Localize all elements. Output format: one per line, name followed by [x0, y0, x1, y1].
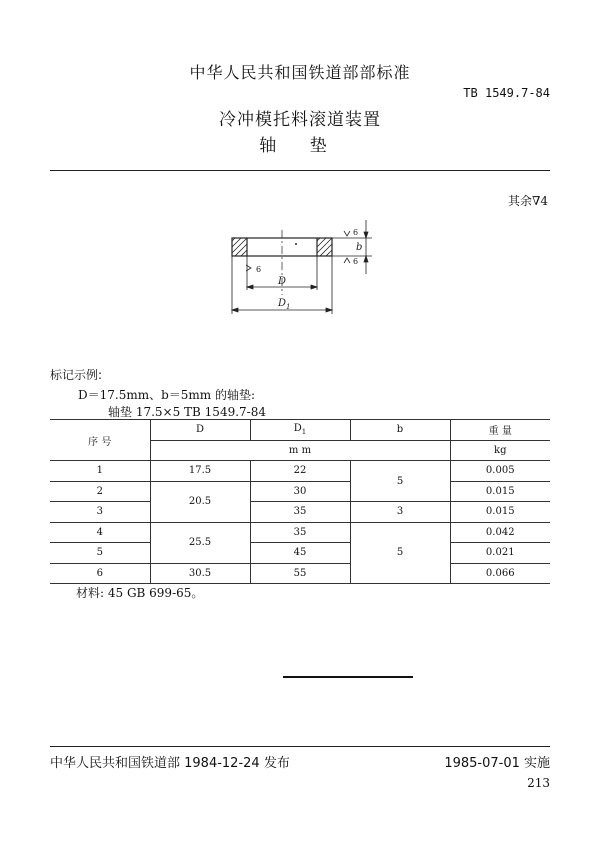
marking-designation: 轴垫 17.5×5 TB 1549.7-84 [108, 405, 266, 419]
cell-d: 17.5 [150, 461, 250, 482]
cell-b: 5 [350, 522, 450, 584]
spec-table [50, 419, 550, 584]
cell-no: 4 [50, 522, 150, 543]
header-b: b [350, 420, 450, 441]
cell-weight: 0.005 [450, 461, 550, 482]
page-number: 213 [527, 776, 550, 790]
header-d1: $D_1$ [250, 420, 350, 441]
cell-b: 5 [350, 461, 450, 502]
cell-d: 25.5 [150, 522, 250, 563]
table-row [50, 543, 550, 564]
unit-kg: kg [450, 440, 550, 461]
cell-no: 3 [50, 502, 150, 523]
cell-d1: 30 [250, 481, 350, 502]
marking-example-text: D＝17.5mm、b＝5mm 的轴垫: [78, 388, 256, 402]
header-d: D [150, 420, 250, 441]
cell-weight: 0.015 [450, 502, 550, 523]
cell-d1: 22 [250, 461, 350, 482]
roughness-note: 其余∇4 [507, 194, 548, 208]
dimension-b-label: b [356, 242, 363, 253]
header-weight: 重 量 [450, 420, 550, 441]
surface-mark-bottom: 6 [353, 257, 359, 266]
dimension-d1-label: $D_1$ [278, 298, 291, 311]
table-row [50, 522, 550, 543]
standard-code: TB 1549.7-84 [463, 86, 550, 100]
material-note: 材料: 45 GB 699-65。 [76, 586, 204, 600]
header-rule [50, 170, 550, 171]
cell-d: 20.5 [150, 481, 250, 522]
cell-d1: 35 [250, 522, 350, 543]
cell-no: 5 [50, 543, 150, 564]
cell-no: 1 [50, 461, 150, 482]
cell-d1: 55 [250, 563, 350, 584]
table-row [50, 481, 550, 502]
surface-mark-left: 6 [256, 265, 262, 274]
unit-mm: m m [150, 440, 450, 461]
end-rule [283, 676, 413, 678]
issue-date: 中华人民共和国铁道部 1984-12-24 发布 [50, 756, 290, 771]
table-row [50, 502, 550, 523]
issuing-organization: 中华人民共和国铁道部部标准 [189, 63, 411, 82]
washer-drawing [220, 210, 380, 320]
marking-example-label: 标记示例: [50, 368, 103, 382]
cell-weight: 0.021 [450, 543, 550, 564]
footer-rule [50, 746, 550, 747]
cell-weight: 0.015 [450, 481, 550, 502]
cell-d1: 45 [250, 543, 350, 564]
cell-b: 3 [350, 502, 450, 523]
cell-weight: 0.042 [450, 522, 550, 543]
table-row [50, 461, 550, 482]
cell-d: 30.5 [150, 563, 250, 584]
cell-weight: 0.066 [450, 563, 550, 584]
dimension-d-label: D [278, 276, 287, 287]
cell-no: 2 [50, 481, 150, 502]
document-title: 冷冲模托料滚道装置 [219, 110, 381, 130]
table-header-row [50, 420, 550, 441]
surface-mark-top: 6 [353, 228, 359, 237]
cell-no: 6 [50, 563, 150, 584]
cell-d1: 35 [250, 502, 350, 523]
effective-date: 1985-07-01 实施 [444, 756, 550, 771]
table-row [50, 563, 550, 584]
header-no: 序 号 [50, 420, 150, 461]
document-subtitle: 轴 垫 [259, 136, 341, 156]
